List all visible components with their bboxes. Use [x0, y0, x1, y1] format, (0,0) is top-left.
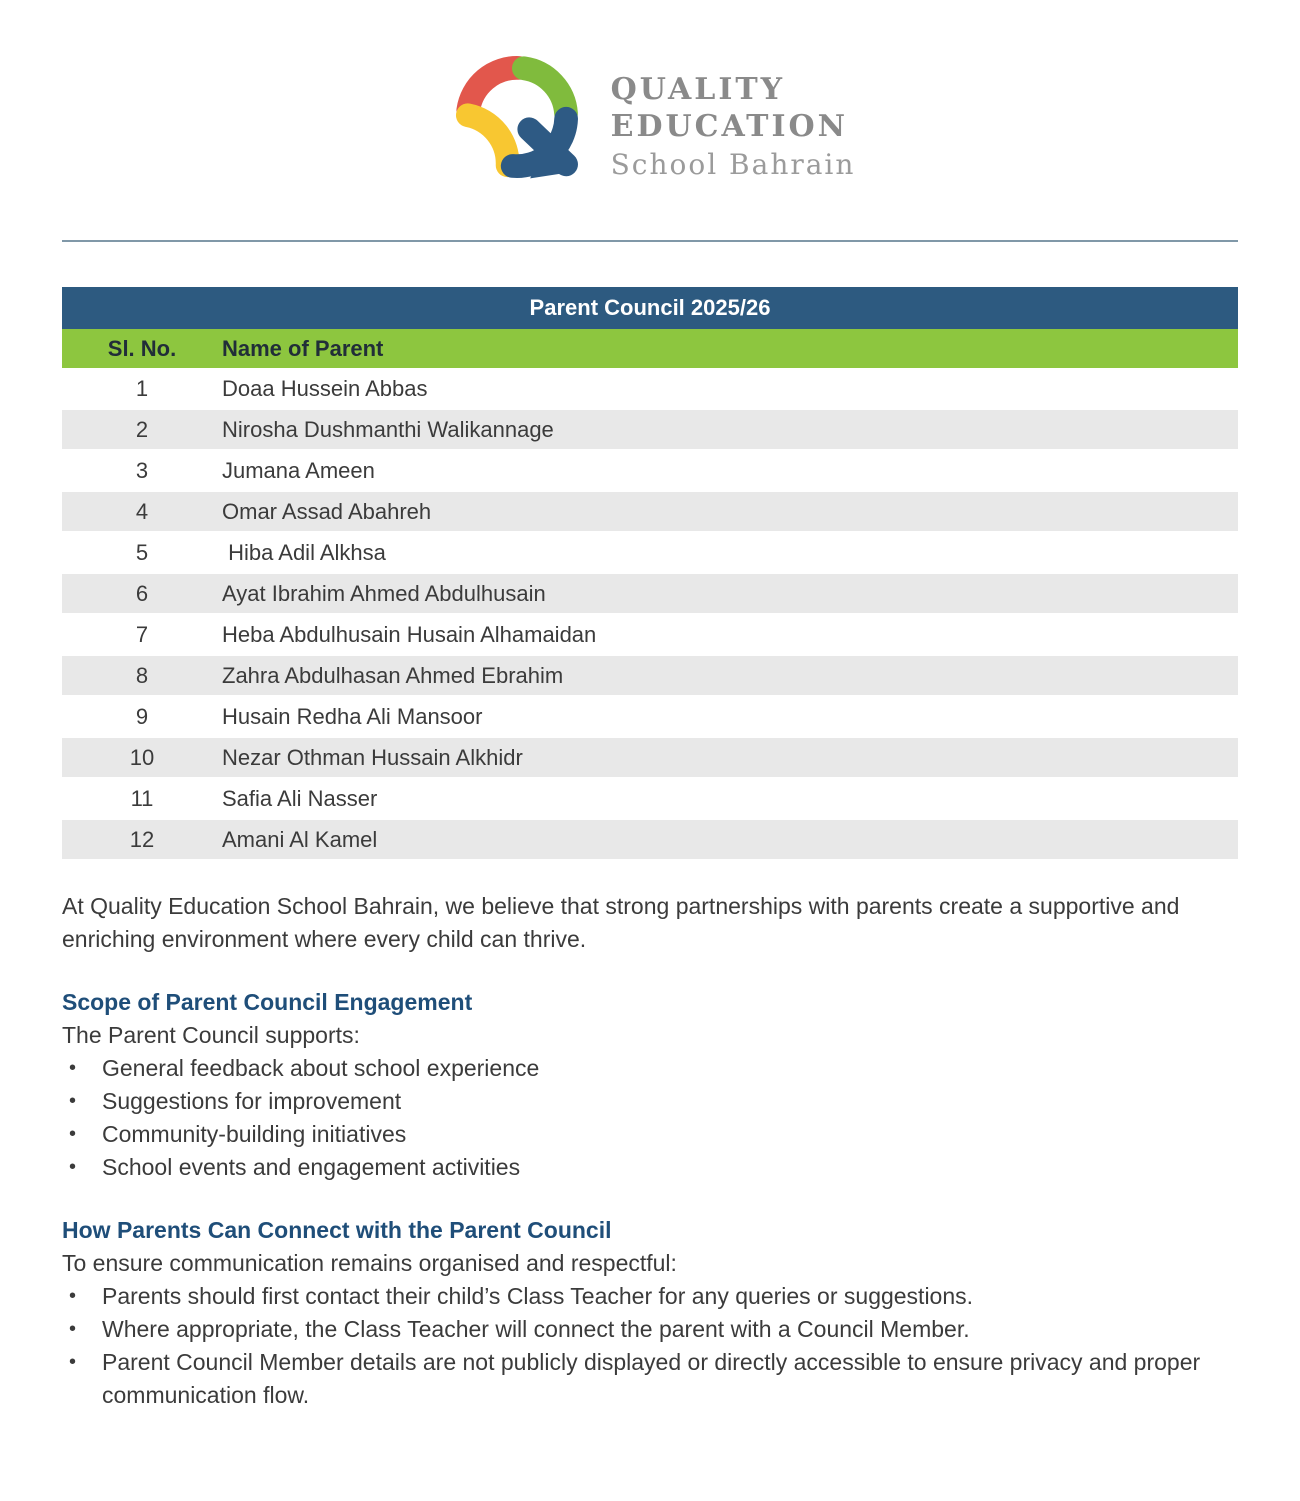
table-row [62, 450, 1238, 491]
parent-name: Ayat Ibrahim Ahmed Abdulhusain [222, 580, 546, 606]
table-header-row [62, 329, 1238, 368]
table-row [62, 491, 1238, 532]
table-row [62, 778, 1238, 819]
table-row [62, 368, 1238, 409]
logo-line-quality: QUALITY [610, 72, 786, 107]
row-number: 4 [135, 498, 149, 524]
parent-name: Jumana Ameen [222, 457, 375, 483]
section-heading-connect: How Parents Can Connect with the Parent Council [62, 1217, 612, 1243]
bullet-item: • Community-building initiatives [62, 1118, 1238, 1151]
row-number: 8 [135, 662, 149, 688]
intro-paragraph: At Quality Education School Bahrain, we believe that strong partnerships with parents create a supportive and enriching environment where every child can thrive. [62, 893, 1180, 952]
logo-line-school-bahrain: School Bahrain [610, 148, 856, 181]
table-row [62, 819, 1238, 860]
section-lead-scope: The Parent Council supports: [62, 1022, 360, 1048]
parent-name: Zahra Abdulhasan Ahmed Ebrahim [222, 662, 564, 688]
parent-name: Safia Ali Nasser [222, 785, 378, 811]
row-number: 12 [129, 826, 155, 852]
table-row [62, 737, 1238, 778]
parent-name: Doaa Hussein Abbas [222, 375, 428, 401]
q-logo-icon [445, 45, 603, 203]
bullet-item: • Parents should first contact their child’s Class Teacher for any queries or suggestions. [62, 1280, 1238, 1313]
document-page [0, 45, 1300, 1412]
school-logo [62, 45, 1238, 205]
bullet-item: • School events and engagement activities [62, 1151, 1238, 1184]
bullet-item: • Suggestions for improvement [62, 1085, 1238, 1118]
scope-bullet-list [62, 1052, 1238, 1184]
parent-name: Hiba Adil Alkhsa [222, 539, 386, 565]
header-divider [62, 240, 1238, 242]
table-row [62, 409, 1238, 450]
table-row [62, 696, 1238, 737]
section-lead-connect: To ensure communication remains organised and respectful: [62, 1250, 677, 1276]
row-number: 2 [135, 416, 149, 442]
section-connect [62, 1214, 1238, 1412]
table-title: Parent Council 2025/26 [62, 287, 1238, 329]
row-number: 5 [135, 539, 149, 565]
parent-name: Husain Redha Ali Mansoor [222, 703, 483, 729]
table-row [62, 614, 1238, 655]
table-row [62, 532, 1238, 573]
parent-name: Nirosha Dushmanthi Walikannage [222, 416, 554, 442]
table-row [62, 573, 1238, 614]
row-number: 11 [130, 785, 154, 811]
row-number: 10 [129, 744, 155, 770]
column-header-name: Name of Parent [222, 335, 384, 361]
row-number: 7 [135, 621, 149, 647]
parent-council-table [62, 287, 1238, 860]
bullet-item: • General feedback about school experience [62, 1052, 1238, 1085]
parent-name: Omar Assad Abahreh [222, 498, 432, 524]
row-number: 6 [135, 580, 149, 606]
bullet-item: • Where appropriate, the Class Teacher will connect the parent with a Council Member. [62, 1313, 1238, 1346]
logo-line-education: EDUCATION [610, 109, 849, 144]
parent-name: Nezar Othman Hussain Alkhidr [222, 744, 523, 770]
column-header-sl-no: Sl. No. [107, 335, 177, 361]
section-scope [62, 986, 1238, 1184]
row-number: 1 [135, 375, 149, 401]
row-number: 9 [135, 703, 149, 729]
parent-name: Heba Abdulhusain Husain Alhamaidan [222, 621, 597, 647]
connect-bullet-list [62, 1280, 1238, 1412]
table-row [62, 655, 1238, 696]
row-number: 3 [135, 457, 149, 483]
parent-name: Amani Al Kamel [222, 826, 378, 852]
section-heading-scope: Scope of Parent Council Engagement [62, 989, 473, 1015]
school-logo-text [611, 45, 856, 185]
bullet-item: • Parent Council Member details are not publicly displayed or directly accessible to ensure privacy and proper communication flow. [62, 1346, 1238, 1412]
